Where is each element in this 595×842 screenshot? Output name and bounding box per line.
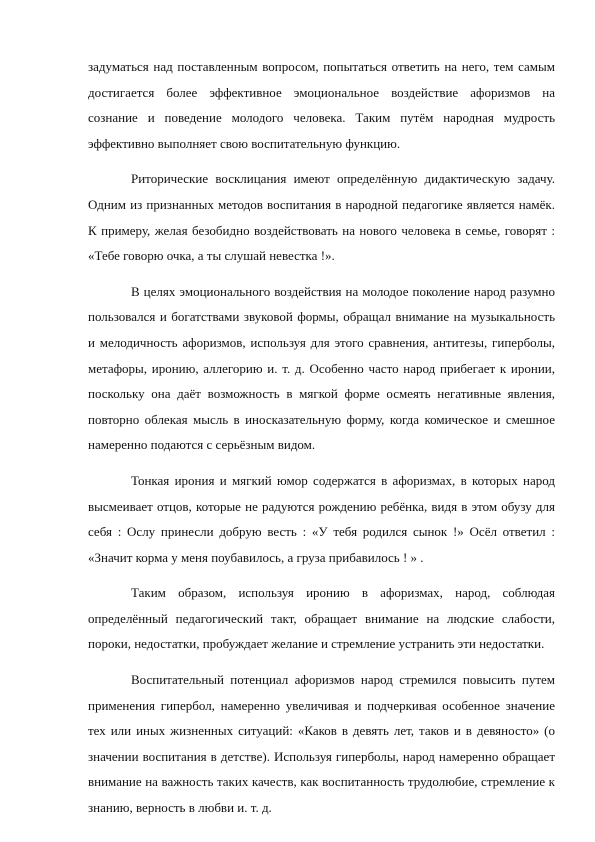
paragraph-conclusion-irony: Таким образом, используя иронию в афоризмах, народ, соблюдая определённый педагогический такт, обращает внимание на людские слабости, пороки, недостатки, пробуждает желание и стремление устранить эти недостатки. — [88, 585, 555, 652]
document-body — [88, 54, 555, 831]
paragraph-irony-humor: Тонкая ирония и мягкий юмор содержатся в афоризмах, в которых народ высмеивает отцов, которые не радуются рождению ребёнка, видя в этом обузу для себя : Ослу принесли добрую весть : «У тебя родился сынок !» Осёл ответил : «Значит корма у меня поубавилось, а груза прибавилось ! » . — [88, 472, 555, 565]
paragraph-rhetorical-exclamations: Риторические восклицания имеют определённую дидактическую задачу. Одним из признанных методов воспитания в народной педагогике является намёк. К примеру, желая безобидно воздействовать на нового человека в семье, говорят : «Тебе говорю очка, а ты слушай невестка !». — [88, 171, 555, 264]
paragraph-continuation: задуматься над поставленным вопросом, попытаться ответить на него, тем самым достигается более эффективное эмоциональное воздействие афоризмов на сознание и поведение молодого человека. Таким путём народная мудрость эффективно выполняет свою воспитательную функцию. — [88, 59, 555, 151]
paragraph-hyperbole: Воспитательный потенциал афоризмов народ стремился повысить путем применения гипербол, намеренно увеличивая и подчеркивая особенное значение тех или иных жизненных ситуаций: «Каков в девять лет, таков и в девяносто» (о значении воспитания в детстве). Используя гиперболы, народ намеренно обращает внимание на важность таких качеств, как воспитанность трудолюбие, стремление к знанию, верность в любви и. т. д. — [88, 672, 555, 816]
paragraph-sound-form: В целях эмоционального воздействия на молодое поколение народ разумно пользовался и богатствами звуковой формы, обращал внимание на музыкальность и мелодичность афоризмов, используя для этого сравнения, антитезы, гиперболы, метафоры, иронию, аллегорию и. т. д. Особенно часто народ прибегает к иронии, поскольку она даёт возможность в мягкой форме осмеять негативные явления, повторно облекая мысль в иносказательную форму, когда комическое и смешное намеренно подаются с серьёзным видом. — [88, 283, 555, 453]
